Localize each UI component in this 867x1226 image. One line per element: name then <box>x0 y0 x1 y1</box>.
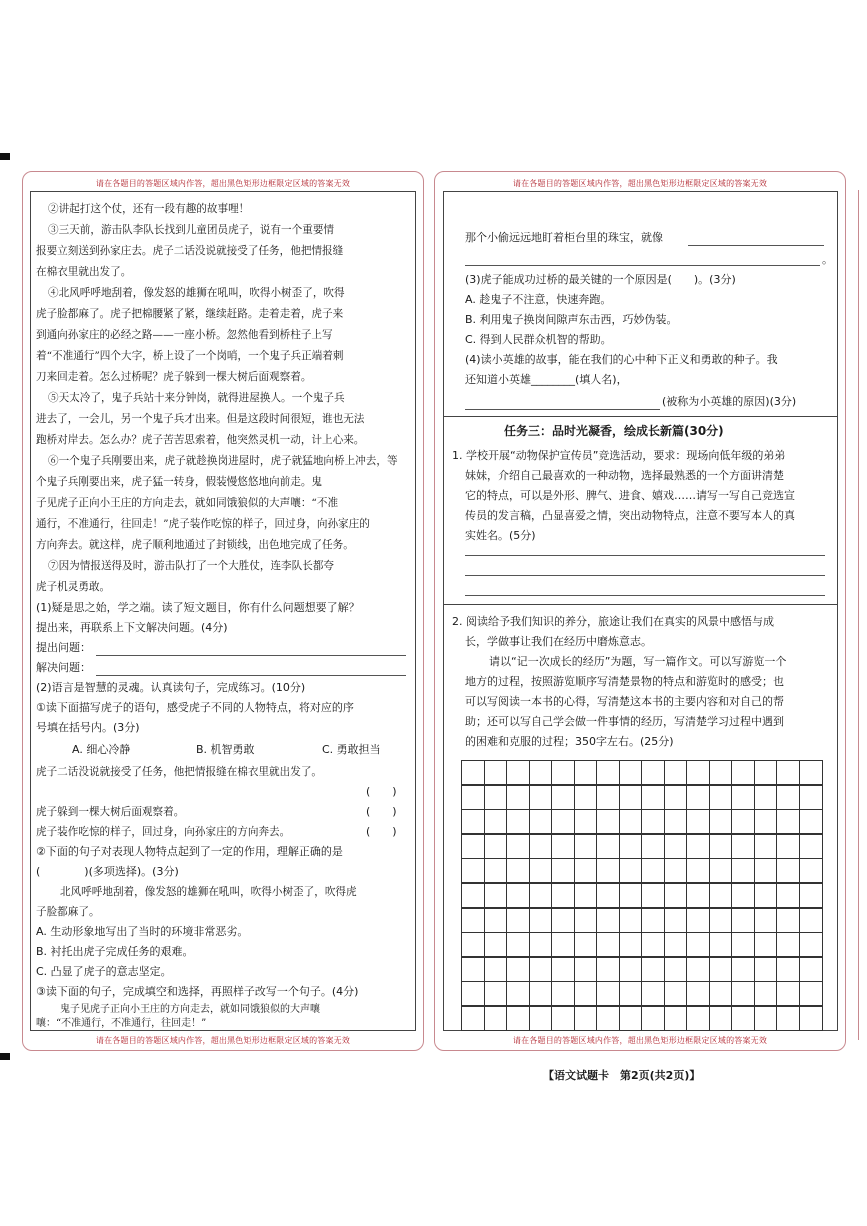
grid-cell[interactable] <box>687 1007 710 1030</box>
grid-cell[interactable] <box>462 958 485 981</box>
para-7-line-2: 虎子机灵勇敢。 <box>36 581 111 593</box>
grid-cell[interactable] <box>485 909 508 932</box>
grid-cell[interactable] <box>800 1007 823 1030</box>
grid-cell[interactable] <box>777 982 800 1005</box>
grid-cell[interactable] <box>530 958 553 981</box>
grid-cell[interactable] <box>575 982 598 1005</box>
q2-part2-option-b: B. 衬托出虎子完成任务的艰难。 <box>36 945 194 958</box>
w1-line-4: 传员的发言稿，凸显喜爱之情，突出动物特点，注意不要写本人的真 <box>465 509 795 522</box>
w1-line-1: 1. 学校开展“动物保护宣传员”竞选活动，要求：现场向低年级的弟弟 <box>452 449 786 462</box>
grid-cell[interactable] <box>462 933 485 956</box>
rewrite-continuation: 那个小偷远远地盯着柜台里的珠宝，就像 <box>465 231 663 244</box>
grid-cell[interactable] <box>575 884 598 907</box>
grid-cell[interactable] <box>530 859 553 882</box>
para-3-line-2: 报要立刻送到孙家庄去。虎子二话没说就接受了任务，他把情报缝 <box>36 245 344 257</box>
option-c: C. 勇敢担当 <box>322 743 381 756</box>
grid-cell[interactable] <box>530 884 553 907</box>
grid-cell[interactable] <box>777 933 800 956</box>
grid-cell[interactable] <box>732 958 755 981</box>
grid-cell[interactable] <box>710 835 733 858</box>
grid-cell[interactable] <box>755 835 778 858</box>
grid-cell[interactable] <box>552 786 575 809</box>
grid-cell[interactable] <box>755 884 778 907</box>
w1-answer-line-1[interactable] <box>465 554 825 556</box>
grid-cell[interactable] <box>620 761 643 784</box>
grid-cell[interactable] <box>755 958 778 981</box>
grid-row[interactable] <box>461 908 823 933</box>
grid-cell[interactable] <box>485 810 508 833</box>
grid-cell[interactable] <box>485 1007 508 1030</box>
grid-cell[interactable] <box>665 933 688 956</box>
grid-cell[interactable] <box>552 909 575 932</box>
para-4-line-4: 着“不准通行”四个大字，桥上设了一个岗哨，一个鬼子兵正端着刺 <box>36 350 344 362</box>
grid-cell[interactable] <box>777 835 800 858</box>
grid-cell[interactable] <box>710 761 733 784</box>
para-5-line-2: 进去了，一会儿，另一个鬼子兵才出来。但是这段时间很短，谁也无法 <box>36 413 365 425</box>
grid-cell[interactable] <box>597 761 620 784</box>
grid-cell[interactable] <box>552 933 575 956</box>
grid-cell[interactable] <box>800 982 823 1005</box>
grid-cell[interactable] <box>575 786 598 809</box>
q4-stem-1: (4)读小英雄的故事，能在我们的心中种下正义和勇敢的种子。我 <box>465 353 778 366</box>
grid-row[interactable] <box>461 785 823 810</box>
grid-cell[interactable] <box>800 933 823 956</box>
grid-cell[interactable] <box>597 884 620 907</box>
w1-line-5: 实姓名。(5分) <box>465 529 536 542</box>
grid-cell[interactable] <box>575 909 598 932</box>
grid-cell[interactable] <box>575 958 598 981</box>
grid-cell[interactable] <box>665 761 688 784</box>
grid-cell[interactable] <box>687 933 710 956</box>
grid-cell[interactable] <box>462 884 485 907</box>
grid-cell[interactable] <box>530 835 553 858</box>
option-a: A. 细心冷静 <box>72 743 131 756</box>
grid-cell[interactable] <box>642 835 665 858</box>
q3-option-a: A. 趁鬼子不注意，快速奔跑。 <box>465 293 612 306</box>
solve-question-line[interactable] <box>96 674 406 676</box>
w2-line-7: 的困难和克服的过程；350字左右。(25分) <box>465 735 674 748</box>
grid-row[interactable] <box>461 760 823 785</box>
grid-cell[interactable] <box>710 859 733 882</box>
w2-line-2: 长，学做事让我们在经历中磨炼意志。 <box>465 635 652 648</box>
q2-part1-stem-2: 号填在括号内。(3分) <box>36 721 140 734</box>
grid-cell[interactable] <box>732 786 755 809</box>
next-sheet-edge <box>858 190 862 1040</box>
w2-line-1: 2. 阅读给予我们知识的养分，旅途让我们在真实的风景中感悟与成 <box>452 615 774 628</box>
grid-cell[interactable] <box>575 933 598 956</box>
grid-cell[interactable] <box>507 909 530 932</box>
grid-cell[interactable] <box>620 859 643 882</box>
grid-cell[interactable] <box>732 933 755 956</box>
grid-cell[interactable] <box>620 982 643 1005</box>
grid-cell[interactable] <box>530 786 553 809</box>
grid-cell[interactable] <box>755 786 778 809</box>
grid-cell[interactable] <box>530 933 553 956</box>
q2-part2-quote-2: 子脸都麻了。 <box>36 906 100 918</box>
grid-cell[interactable] <box>620 786 643 809</box>
grid-cell[interactable] <box>620 810 643 833</box>
grid-row[interactable] <box>461 809 823 834</box>
sentence-2: 虎子躲到一棵大树后面观察着。 <box>36 806 185 818</box>
para-6-line-5: 方向奔去。就这样，虎子顺利地通过了封锁线，出色地完成了任务。 <box>36 539 354 551</box>
grid-row[interactable] <box>461 1006 823 1031</box>
grid-cell[interactable] <box>507 761 530 784</box>
para-5-line-3: 跑桥对岸去。怎么办？虎子苦苦思索着，他突然灵机一动，计上心来。 <box>36 434 365 446</box>
grid-cell[interactable] <box>485 933 508 956</box>
para-4-line-2: 虎子脸都麻了。虎子把棉腰紧了紧，继续赶路。走着走着，虎子来 <box>36 308 344 320</box>
grid-cell[interactable] <box>575 1007 598 1030</box>
grid-cell[interactable] <box>732 909 755 932</box>
grid-cell[interactable] <box>687 786 710 809</box>
grid-cell[interactable] <box>552 982 575 1005</box>
grid-cell[interactable] <box>597 982 620 1005</box>
grid-cell[interactable] <box>462 761 485 784</box>
grid-cell[interactable] <box>755 909 778 932</box>
grid-cell[interactable] <box>507 884 530 907</box>
grid-cell[interactable] <box>575 810 598 833</box>
grid-cell[interactable] <box>507 810 530 833</box>
para-6-line-1: ⑥一个鬼子兵刚要出来，虎子就趁换岗进屋时，虎子就猛地向桥上冲去，等 <box>48 455 398 467</box>
grid-cell[interactable] <box>732 835 755 858</box>
grid-cell[interactable] <box>552 835 575 858</box>
grid-cell[interactable] <box>665 1007 688 1030</box>
grid-cell[interactable] <box>530 909 553 932</box>
grid-cell[interactable] <box>485 958 508 981</box>
grid-cell[interactable] <box>507 786 530 809</box>
grid-cell[interactable] <box>755 982 778 1005</box>
grid-cell[interactable] <box>642 1007 665 1030</box>
w2-line-5: 可以写阅读一本书的心得，写清楚这本书的主要内容和对自己的帮 <box>465 695 784 708</box>
grid-cell[interactable] <box>620 1007 643 1030</box>
grid-cell[interactable] <box>597 958 620 981</box>
grid-cell[interactable] <box>800 859 823 882</box>
grid-cell[interactable] <box>710 1007 733 1030</box>
para-6-line-4: 通行，不准通行，往回走！”虎子装作吃惊的样子，回过身，向孙家庄的 <box>36 518 370 530</box>
grid-cell[interactable] <box>575 835 598 858</box>
rewrite-line-1[interactable] <box>688 244 824 246</box>
q2-part2-quote-1: 北风呼呼地刮着，像发怒的雄狮在吼叫，吹得小树歪了，吹得虎 <box>60 886 357 898</box>
grid-cell[interactable] <box>710 884 733 907</box>
grid-cell[interactable] <box>620 909 643 932</box>
grid-cell[interactable] <box>552 1007 575 1030</box>
page-footer: 【语文试题卡 第2页(共2页)】 <box>543 1069 701 1082</box>
para-6-line-3: 子见虎子正向小王庄的方向走去，就如同饿狼似的大声嚷：“不准 <box>36 497 339 509</box>
grid-cell[interactable] <box>687 982 710 1005</box>
grid-cell[interactable] <box>507 933 530 956</box>
sentence-2-bracket[interactable]: ( ) <box>366 805 397 818</box>
grid-cell[interactable] <box>755 859 778 882</box>
para-7-line-1: ⑦因为情报送得及时，游击队打了一个大胜仗，连李队长都夸 <box>48 560 335 572</box>
grid-row[interactable] <box>461 957 823 982</box>
grid-cell[interactable] <box>552 810 575 833</box>
grid-cell[interactable] <box>597 1007 620 1030</box>
q2-part3-quote-2: 嚷：“不准通行，不准通行，往回走！” <box>36 1018 207 1029</box>
grid-cell[interactable] <box>620 958 643 981</box>
w1-line-3: 它的特点，可以是外形、脾气、进食、嬉戏……请写一写自己竞选宣 <box>465 489 795 502</box>
grid-cell[interactable] <box>755 810 778 833</box>
q2-part3-stem: ③读下面的句子，完成填空和选择，再照样子改写一个句子。(4分) <box>36 985 359 998</box>
ask-question-label: 提出问题： <box>36 641 91 654</box>
grid-cell[interactable] <box>552 761 575 784</box>
grid-cell[interactable] <box>462 909 485 932</box>
grid-cell[interactable] <box>597 933 620 956</box>
grid-cell[interactable] <box>462 810 485 833</box>
w2-line-4: 地方的过程，按照游览顺序写清楚景物的特点和游览时的感受；也 <box>465 675 784 688</box>
left-banner-bottom: 请在各题目的答题区域内作答，超出黑色矩形边框限定区域的答案无效 <box>95 1036 351 1045</box>
grid-cell[interactable] <box>687 810 710 833</box>
grid-cell[interactable] <box>777 810 800 833</box>
grid-cell[interactable] <box>710 810 733 833</box>
grid-cell[interactable] <box>777 761 800 784</box>
grid-cell[interactable] <box>777 909 800 932</box>
grid-cell[interactable] <box>710 786 733 809</box>
grid-cell[interactable] <box>642 909 665 932</box>
grid-cell[interactable] <box>777 884 800 907</box>
grid-cell[interactable] <box>665 909 688 932</box>
sentence-3-bracket[interactable]: ( ) <box>366 825 397 838</box>
w2-line-3: 请以“记一次成长的经历”为题，写一篇作文。可以写游览一个 <box>489 655 787 668</box>
rewrite-period: 。 <box>822 253 833 266</box>
rewrite-line-2[interactable] <box>465 264 820 266</box>
right-banner-bottom: 请在各题目的答题区域内作答，超出黑色矩形边框限定区域的答案无效 <box>512 1036 768 1045</box>
grid-cell[interactable] <box>777 859 800 882</box>
grid-cell[interactable] <box>485 835 508 858</box>
grid-cell[interactable] <box>665 786 688 809</box>
grid-cell[interactable] <box>597 810 620 833</box>
grid-cell[interactable] <box>732 810 755 833</box>
grid-cell[interactable] <box>665 859 688 882</box>
para-3-line-3: 在棉衣里就出发了。 <box>36 266 132 278</box>
grid-cell[interactable] <box>462 786 485 809</box>
grid-cell[interactable] <box>800 761 823 784</box>
grid-cell[interactable] <box>800 884 823 907</box>
grid-cell[interactable] <box>642 958 665 981</box>
grid-cell[interactable] <box>530 1007 553 1030</box>
grid-cell[interactable] <box>755 761 778 784</box>
left-banner-top: 请在各题目的答题区域内作答，超出黑色矩形边框限定区域的答案无效 <box>95 179 351 188</box>
grid-cell[interactable] <box>642 859 665 882</box>
grid-cell[interactable] <box>755 1007 778 1030</box>
q2-part2-option-c: C. 凸显了虎子的意志坚定。 <box>36 965 172 978</box>
grid-cell[interactable] <box>507 1007 530 1030</box>
q4-reason-line[interactable] <box>465 408 660 410</box>
grid-cell[interactable] <box>687 761 710 784</box>
q2-part2-stem-2: ( )(多项选择)。(3分) <box>36 865 179 878</box>
grid-cell[interactable] <box>597 835 620 858</box>
grid-cell[interactable] <box>800 835 823 858</box>
q3-option-c: C. 得到人民群众机智的帮助。 <box>465 333 612 346</box>
grid-cell[interactable] <box>800 810 823 833</box>
grid-cell[interactable] <box>597 859 620 882</box>
sentence-1-bracket[interactable]: ( ) <box>366 785 397 798</box>
grid-cell[interactable] <box>507 982 530 1005</box>
grid-cell[interactable] <box>687 909 710 932</box>
grid-cell[interactable] <box>485 761 508 784</box>
grid-cell[interactable] <box>665 958 688 981</box>
grid-cell[interactable] <box>642 884 665 907</box>
grid-cell[interactable] <box>710 933 733 956</box>
grid-cell[interactable] <box>665 810 688 833</box>
q2-part2-option-a: A. 生动形象地写出了当时的环境非常恶劣。 <box>36 925 249 938</box>
grid-cell[interactable] <box>710 958 733 981</box>
grid-row[interactable] <box>461 883 823 908</box>
grid-cell[interactable] <box>800 786 823 809</box>
grid-cell[interactable] <box>530 810 553 833</box>
q1-stem-line-2: 提出来，再联系上下文解决问题。(4分) <box>36 621 228 634</box>
grid-cell[interactable] <box>507 958 530 981</box>
grid-cell[interactable] <box>485 786 508 809</box>
q4-reason-label: (被称为小英雄的原因)(3分) <box>662 395 797 408</box>
grid-cell[interactable] <box>665 835 688 858</box>
grid-cell[interactable] <box>462 835 485 858</box>
grid-cell[interactable] <box>642 933 665 956</box>
q3-option-b: B. 利用鬼子换岗间隙声东击西，巧妙伪装。 <box>465 313 678 326</box>
grid-cell[interactable] <box>687 835 710 858</box>
grid-cell[interactable] <box>642 810 665 833</box>
grid-cell[interactable] <box>642 982 665 1005</box>
para-4-line-5: 刀来回走着。怎么过桥呢？虎子躲到一棵大树后面观察着。 <box>36 371 312 383</box>
solve-question-label: 解决问题： <box>36 661 91 674</box>
grid-cell[interactable] <box>755 933 778 956</box>
w2-separator <box>443 604 838 605</box>
grid-cell[interactable] <box>665 982 688 1005</box>
w1-answer-line-2[interactable] <box>465 574 825 576</box>
grid-cell[interactable] <box>777 786 800 809</box>
grid-cell[interactable] <box>732 1007 755 1030</box>
grid-cell[interactable] <box>507 859 530 882</box>
grid-cell[interactable] <box>530 982 553 1005</box>
grid-row[interactable] <box>461 834 823 859</box>
sentence-3: 虎子装作吃惊的样子，回过身，向孙家庄的方向奔去。 <box>36 826 291 838</box>
w1-line-2: 妹妹，介绍自己最喜欢的一种动物，选择最熟悉的一个方面讲清楚 <box>465 469 784 482</box>
q1-stem-line-1: (1)疑是思之始，学之端。读了短文题目，你有什么问题想要了解？ <box>36 601 360 614</box>
q2-part3-quote-1: 鬼子见虎子正向小王庄的方向走去，就如同饿狼似的大声嚷 <box>60 1004 320 1015</box>
para-3-line-1: ③三天前，游击队李队长找到儿童团员虎子，说有一个重要情 <box>48 224 335 236</box>
q3-stem: (3)虎子能成功过桥的最关键的一个原因是( )。(3分) <box>465 273 736 286</box>
para-2: ②讲起打这个仗，还有一段有趣的故事哩！ <box>48 203 250 215</box>
grid-cell[interactable] <box>732 859 755 882</box>
grid-cell[interactable] <box>530 761 553 784</box>
grid-cell[interactable] <box>485 884 508 907</box>
para-5-line-1: ⑤天太冷了，鬼子兵站十来分钟岗，就得进屋换人。一个鬼子兵 <box>48 392 345 404</box>
task3-title: 任务三：品时光凝香，绘成长新篇(30分) <box>504 424 724 438</box>
sentence-1: 虎子二话没说就接受了任务，他把情报缝在棉衣里就出发了。 <box>36 766 323 778</box>
grid-cell[interactable] <box>642 786 665 809</box>
ask-question-line[interactable] <box>96 654 406 656</box>
scan-mark-bottom <box>0 1053 10 1060</box>
grid-cell[interactable] <box>620 933 643 956</box>
grid-cell[interactable] <box>800 909 823 932</box>
grid-row[interactable] <box>461 932 823 957</box>
grid-cell[interactable] <box>732 884 755 907</box>
grid-cell[interactable] <box>732 982 755 1005</box>
para-6-line-2: 个鬼子兵刚要出来，虎子猛一转身，假装慢悠悠地向前走。鬼 <box>36 476 323 488</box>
grid-cell[interactable] <box>462 1007 485 1030</box>
grid-cell[interactable] <box>597 909 620 932</box>
q4-stem-2: 还知道小英雄________(填人名)， <box>465 373 628 386</box>
grid-cell[interactable] <box>552 958 575 981</box>
grid-cell[interactable] <box>687 884 710 907</box>
right-banner-top: 请在各题目的答题区域内作答，超出黑色矩形边框限定区域的答案无效 <box>512 179 768 188</box>
scan-mark-top <box>0 153 10 160</box>
grid-cell[interactable] <box>710 982 733 1005</box>
grid-row[interactable] <box>461 858 823 883</box>
grid-cell[interactable] <box>485 982 508 1005</box>
para-4-line-3: 到通向孙家庄的必经之路——一座小桥。忽然他看到桥柱子上写 <box>36 329 333 341</box>
w2-line-6: 助；还可以写自己学会做一件事情的经历，写清楚学习过程中遇到 <box>465 715 784 728</box>
grid-cell[interactable] <box>665 884 688 907</box>
grid-cell[interactable] <box>642 761 665 784</box>
grid-cell[interactable] <box>507 835 530 858</box>
grid-cell[interactable] <box>620 835 643 858</box>
q2-stem: (2)语言是智慧的灵魂。认真读句子，完成练习。(10分) <box>36 681 306 694</box>
w1-answer-line-3[interactable] <box>465 594 825 596</box>
grid-cell[interactable] <box>597 786 620 809</box>
grid-cell[interactable] <box>462 859 485 882</box>
grid-cell[interactable] <box>800 958 823 981</box>
grid-cell[interactable] <box>687 958 710 981</box>
grid-cell[interactable] <box>552 884 575 907</box>
q2-part2-stem-1: ②下面的句子对表现人物特点起到了一定的作用，理解正确的是 <box>36 845 343 858</box>
grid-row[interactable] <box>461 981 823 1006</box>
grid-cell[interactable] <box>687 859 710 882</box>
grid-cell[interactable] <box>462 982 485 1005</box>
grid-cell[interactable] <box>485 859 508 882</box>
q2-part1-stem-1: ①读下面描写虎子的语句，感受虎子不同的人物特点，将对应的序 <box>36 701 354 714</box>
grid-cell[interactable] <box>777 1007 800 1030</box>
grid-cell[interactable] <box>620 884 643 907</box>
task-separator <box>443 416 838 417</box>
grid-cell[interactable] <box>732 761 755 784</box>
grid-cell[interactable] <box>552 859 575 882</box>
grid-cell[interactable] <box>710 909 733 932</box>
para-4-line-1: ④北风呼呼地刮着，像发怒的雄狮在吼叫，吹得小树歪了，吹得 <box>48 287 345 299</box>
grid-cell[interactable] <box>575 859 598 882</box>
grid-cell[interactable] <box>777 958 800 981</box>
option-b: B. 机智勇敢 <box>196 743 255 756</box>
grid-cell[interactable] <box>575 761 598 784</box>
